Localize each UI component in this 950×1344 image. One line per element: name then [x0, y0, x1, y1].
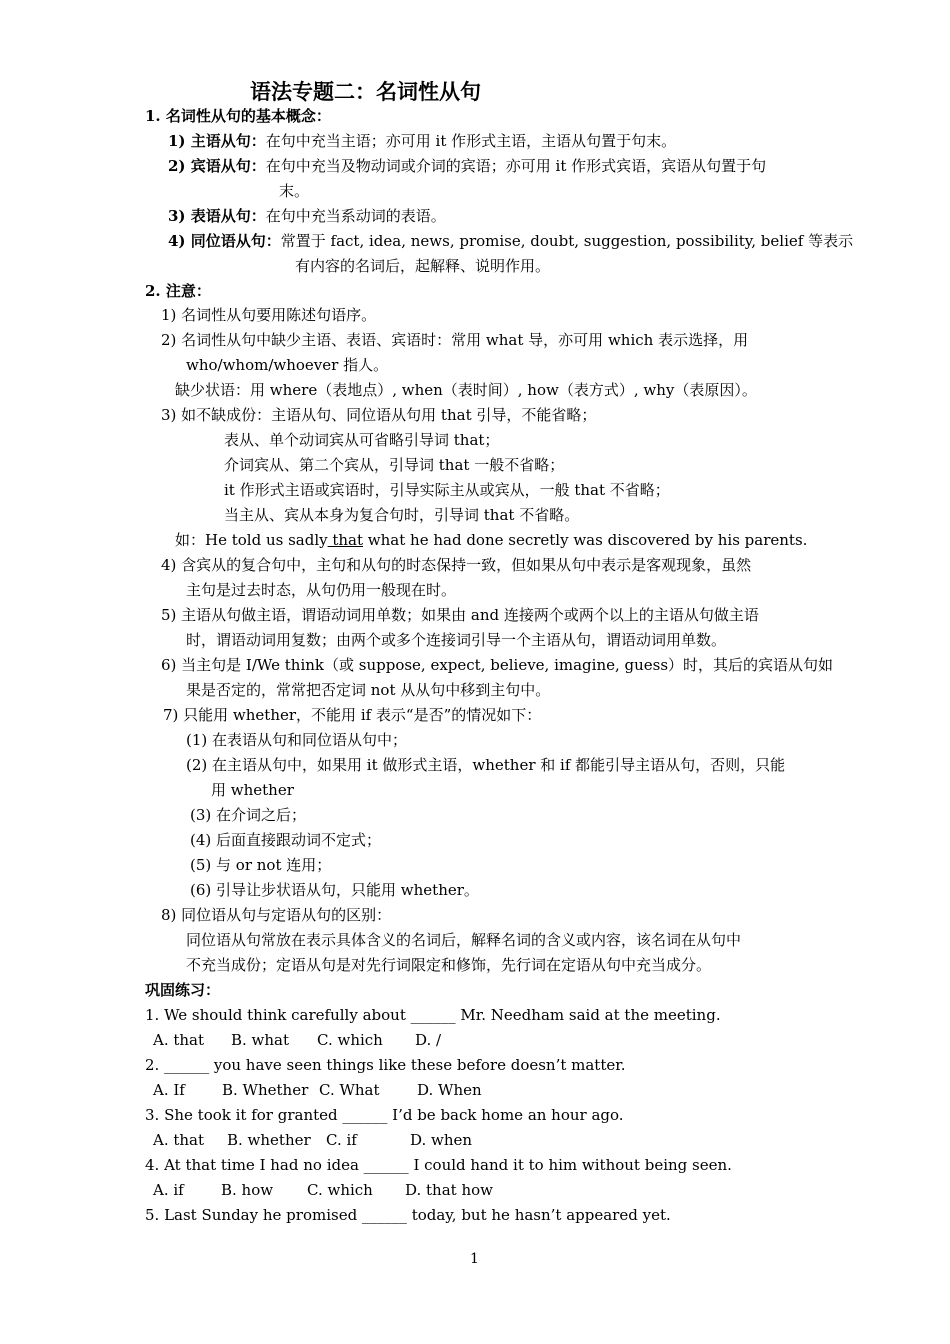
note-line: 同位语从句常放在表示具体含义的名词后，解释名词的含义或内容，该名词在从句中 — [186, 931, 742, 949]
option: B. what — [231, 1031, 290, 1049]
option: A. if — [153, 1181, 184, 1199]
note-subline: (3) 在介词之后； — [190, 806, 307, 824]
note-line: 6) 当主句是 I/We think（或 suppose, expect, believe, imagine, guess）时，其后的宾语从句如 — [161, 656, 834, 674]
note-line: 时，谓语动词用复数；由两个或多个连接词引导一个主语从句，谓语动词用单数。 — [186, 631, 727, 649]
note-subline: (2) 在主语从句中，如果用 it 做形式主语，whether 和 if 都能引导主语从句，否则，只能 — [186, 756, 786, 774]
concept-item: 4) 同位语从句：常置于 fact, idea, news, promise, doubt, suggestion, possibility, belief 等表示 — [168, 232, 854, 250]
note-subline: 介词宾从、第二个宾从，引导词 that 一般不省略； — [224, 456, 565, 474]
note-subline: (4) 后面直接跟动词不定式； — [190, 831, 382, 849]
note-line: 缺少状语：用 where（表地点）, when（表时间）, how（表方式）, why（表原因）。 — [175, 381, 757, 399]
option: C. which — [307, 1181, 373, 1199]
concept-item-continuation: 末。 — [279, 182, 310, 200]
question-1: 1. We should think carefully about ______ Mr. Needham said at the meeting. — [145, 1006, 721, 1024]
note-line: 7) 只能用 whether，不能用 if 表示“是否”的情况如下： — [163, 706, 542, 724]
note-line: 5) 主语从句做主语，谓语动词用单数；如果由 and 连接两个或两个以上的主语从句做主语 — [161, 606, 759, 624]
note-line: 3) 如不缺成份：主语从句、同位语从句用 that 引导，不能省略； — [161, 406, 597, 424]
option: C. What — [319, 1081, 380, 1099]
option: C. which — [317, 1031, 383, 1049]
note-subline: (6) 引导让步状语从句，只能用 whether。 — [190, 881, 479, 899]
page-title: 语法专题二：名词性从句 — [250, 80, 481, 104]
option: C. if — [326, 1131, 357, 1149]
note-line: 主句是过去时态，从句仍用一般现在时。 — [186, 581, 457, 599]
option: A. that — [153, 1031, 205, 1049]
note-line: 8) 同位语从句与定语从句的区别： — [161, 906, 392, 924]
note-line: 1) 名词性从句要用陈述句语序。 — [161, 306, 377, 324]
option: B. whether — [227, 1131, 311, 1149]
option: A. that — [153, 1131, 205, 1149]
option: D. when — [410, 1131, 473, 1149]
section-2-heading: 2. 注意： — [145, 282, 211, 300]
note-subline: 表从、单个动词宾从可省略引导词 that； — [224, 431, 500, 449]
underlined-that: that — [327, 531, 364, 549]
option: B. Whether — [222, 1081, 309, 1099]
question-3: 3. She took it for granted ______ I’d be back home an hour ago. — [145, 1106, 624, 1124]
example-sentence: 如：He told us sadly that what he had done secretly was discovered by his parents. — [175, 531, 808, 549]
note-subline: 用 whether — [211, 781, 294, 799]
practice-heading: 巩固练习： — [145, 981, 221, 999]
question-5: 5. Last Sunday he promised ______ today, but he hasn’t appeared yet. — [145, 1206, 671, 1224]
page-number: 1 — [470, 1251, 479, 1267]
option: D. / — [415, 1031, 442, 1049]
note-subline: (1) 在表语从句和同位语从句中； — [186, 731, 408, 749]
concept-item: 1) 主语从句：在句中充当主语；亦可用 it 作形式主语，主语从句置于句末。 — [168, 132, 677, 150]
concept-item-continuation: 有内容的名词后，起解释、说明作用。 — [295, 257, 551, 275]
note-line: 果是否定的，常常把否定词 not 从从句中移到主句中。 — [186, 681, 551, 699]
section-1-heading: 1. 名词性从句的基本概念： — [145, 107, 331, 125]
note-subline: (5) 与 or not 连用； — [190, 856, 332, 874]
note-line: who/whom/whoever 指人。 — [186, 356, 389, 374]
note-line: 2) 名词性从句中缺少主语、表语、宾语时：常用 what 导，亦可用 which 表示选择，用 — [161, 331, 749, 349]
option: B. how — [221, 1181, 274, 1199]
note-line: 不充当成份；定语从句是对先行词限定和修饰，先行词在定语从句中充当成分。 — [186, 956, 712, 974]
concept-item: 2) 宾语从句：在句中充当及物动词或介词的宾语；亦可用 it 作形式宾语，宾语从句置于句 — [168, 157, 767, 175]
concept-item: 3) 表语从句：在句中充当系动词的表语。 — [168, 207, 446, 225]
option: D. When — [417, 1081, 482, 1099]
note-line: 4) 含宾从的复合句中，主句和从句的时态保持一致，但如果从句中表示是客观现象，虽然 — [161, 556, 752, 574]
question-2: 2. ______ you have seen things like these before doesn’t matter. — [145, 1056, 626, 1074]
note-subline: 当主从、宾从本身为复合句时，引导词 that 不省略。 — [224, 506, 580, 524]
option: D. that how — [405, 1181, 493, 1199]
question-4: 4. At that time I had no idea ______ I could hand it to him without being seen. — [145, 1156, 732, 1174]
option: A. If — [153, 1081, 185, 1099]
note-subline: it 作形式主语或宾语时，引导实际主从或宾从，一般 that 不省略； — [224, 481, 670, 499]
